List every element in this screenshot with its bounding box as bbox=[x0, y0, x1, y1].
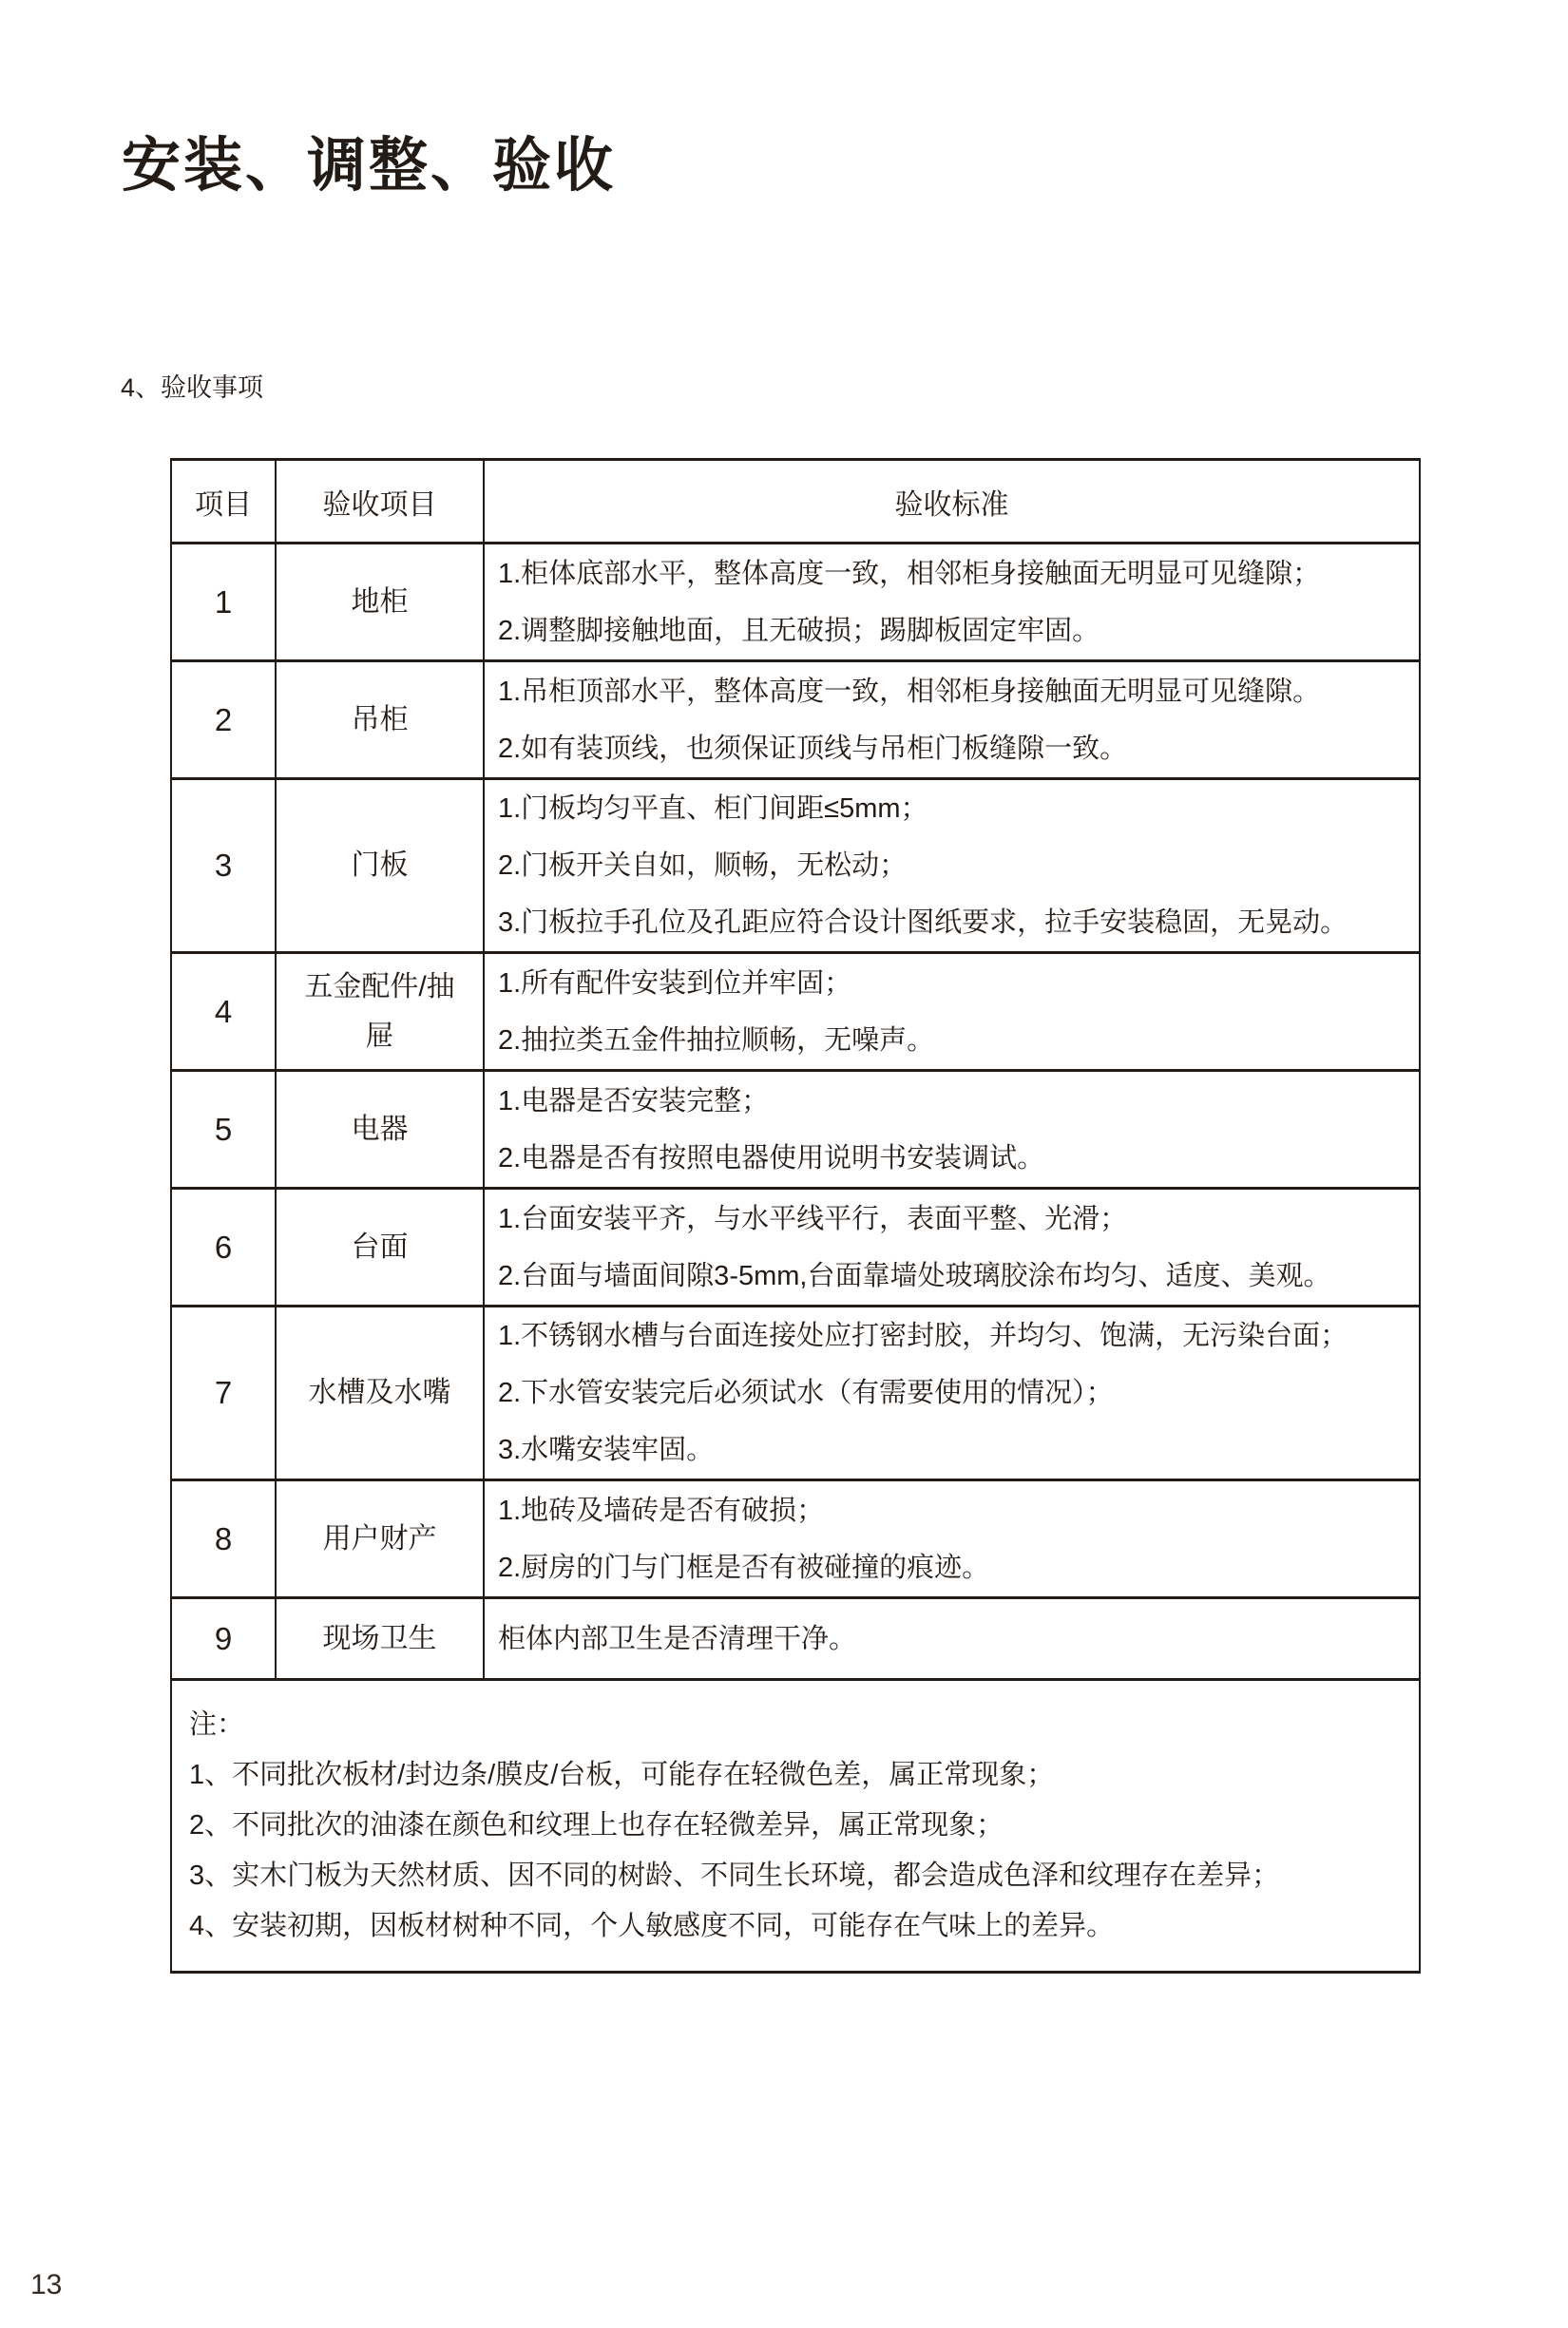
acceptance-item: 水槽及水嘴 bbox=[276, 1307, 484, 1480]
column-header-item-no: 项目 bbox=[171, 460, 276, 544]
table-row bbox=[171, 1071, 1420, 1189]
standard-line: 2.如有装顶线，也须保证顶线与吊柜门板缝隙一致。 bbox=[498, 733, 1128, 764]
standard-line: 2.台面与墙面间隙3-5mm,台面靠墙处玻璃胶涂布均匀、适度、美观。 bbox=[498, 1260, 1331, 1291]
standard-line: 1.不锈钢水槽与台面连接处应打密封胶，并均匀、饱满，无污染台面； bbox=[498, 1321, 1348, 1351]
acceptance-standard bbox=[484, 544, 1420, 661]
standard-line: 2.调整脚接触地面，且无破损；踢脚板固定牢固。 bbox=[498, 615, 1100, 646]
standard-line: 2.电器是否有按照电器使用说明书安装调试。 bbox=[498, 1142, 1045, 1174]
standard-line: 3.门板拉手孔位及孔距应符合设计图纸要求，拉手安装稳固，无晃动。 bbox=[498, 907, 1348, 938]
row-number: 1 bbox=[171, 544, 276, 661]
note-item: 1、不同批次板材/封边条/膜皮/台板，可能存在轻微色差，属正常现象； bbox=[189, 1760, 1055, 1790]
page-number: 13 bbox=[30, 2269, 63, 2300]
row-number: 3 bbox=[171, 779, 276, 953]
table-header-row bbox=[171, 460, 1420, 544]
table-notes-row bbox=[171, 1680, 1420, 1973]
table-row bbox=[171, 779, 1420, 953]
acceptance-standard bbox=[484, 779, 1420, 953]
acceptance-item: 吊柜 bbox=[276, 661, 484, 779]
acceptance-standard bbox=[484, 1307, 1420, 1480]
row-number: 5 bbox=[171, 1071, 276, 1189]
acceptance-standard bbox=[484, 1480, 1420, 1598]
acceptance-standard bbox=[484, 1598, 1420, 1680]
standard-line: 1.吊柜顶部水平，整体高度一致，相邻柜身接触面无明显可见缝隙。 bbox=[498, 676, 1321, 707]
table-row bbox=[171, 1307, 1420, 1480]
acceptance-item: 用户财产 bbox=[276, 1480, 484, 1598]
standard-line: 1.柜体底部水平，整体高度一致，相邻柜身接触面无明显可见缝隙； bbox=[498, 558, 1321, 589]
column-header-acceptance-item: 验收项目 bbox=[276, 460, 484, 544]
row-number: 6 bbox=[171, 1189, 276, 1307]
note-item: 3、实木门板为天然材质、因不同的树龄、不同生长环境，都会造成色泽和纹理存在差异； bbox=[189, 1860, 1280, 1891]
table-row bbox=[171, 1480, 1420, 1598]
table-row bbox=[171, 544, 1420, 661]
row-number: 4 bbox=[171, 953, 276, 1071]
standard-line: 柜体内部卫生是否清理干净。 bbox=[498, 1623, 857, 1654]
table-row bbox=[171, 953, 1420, 1071]
notes-cell bbox=[171, 1680, 1420, 1973]
note-item: 2、不同批次的油漆在颜色和纹理上也存在轻微差异，属正常现象； bbox=[189, 1810, 1004, 1841]
standard-line: 2.门板开关自如，顺畅，无松动； bbox=[498, 850, 908, 881]
acceptance-item: 电器 bbox=[276, 1071, 484, 1189]
acceptance-item: 地柜 bbox=[276, 544, 484, 661]
standard-line: 2.下水管安装完后必须试水（有需要使用的情况）； bbox=[498, 1378, 1114, 1408]
standard-line: 2.厨房的门与门框是否有被碰撞的痕迹。 bbox=[498, 1552, 990, 1583]
column-header-acceptance-standard: 验收标准 bbox=[484, 460, 1420, 544]
acceptance-item: 现场卫生 bbox=[276, 1598, 484, 1680]
standard-line: 3.水嘴安装牢固。 bbox=[498, 1435, 715, 1465]
note-item: 4、安装初期，因板材树种不同，个人敏感度不同，可能存在气味上的差异。 bbox=[189, 1911, 1115, 1941]
standard-line: 1.地砖及墙砖是否有破损； bbox=[498, 1495, 825, 1526]
acceptance-standard bbox=[484, 1071, 1420, 1189]
table-row bbox=[171, 1598, 1420, 1680]
page-title: 安装、调整、验收 bbox=[122, 133, 617, 199]
standard-line: 2.抽拉类五金件抽拉顺畅，无噪声。 bbox=[498, 1024, 935, 1056]
standard-line: 1.台面安装平齐，与水平线平行，表面平整、光滑； bbox=[498, 1203, 1128, 1234]
standard-line: 1.电器是否安装完整； bbox=[498, 1085, 770, 1116]
section-label: 4、验收事项 bbox=[121, 373, 264, 402]
standard-line: 1.门板均匀平直、柜门间距≤5mm； bbox=[498, 793, 928, 824]
row-number: 2 bbox=[171, 661, 276, 779]
notes-label: 注： bbox=[189, 1709, 245, 1740]
row-number: 7 bbox=[171, 1307, 276, 1480]
acceptance-item: 五金配件/抽屉 bbox=[276, 953, 484, 1071]
acceptance-item: 门板 bbox=[276, 779, 484, 953]
acceptance-standard bbox=[484, 1189, 1420, 1307]
acceptance-standard bbox=[484, 661, 1420, 779]
row-number: 9 bbox=[171, 1598, 276, 1680]
table-row bbox=[171, 661, 1420, 779]
acceptance-standard bbox=[484, 953, 1420, 1071]
standard-line: 1.所有配件安装到位并牢固； bbox=[498, 967, 852, 999]
table-row bbox=[171, 1189, 1420, 1307]
row-number: 8 bbox=[171, 1480, 276, 1598]
acceptance-table bbox=[170, 458, 1421, 1974]
acceptance-item: 台面 bbox=[276, 1189, 484, 1307]
